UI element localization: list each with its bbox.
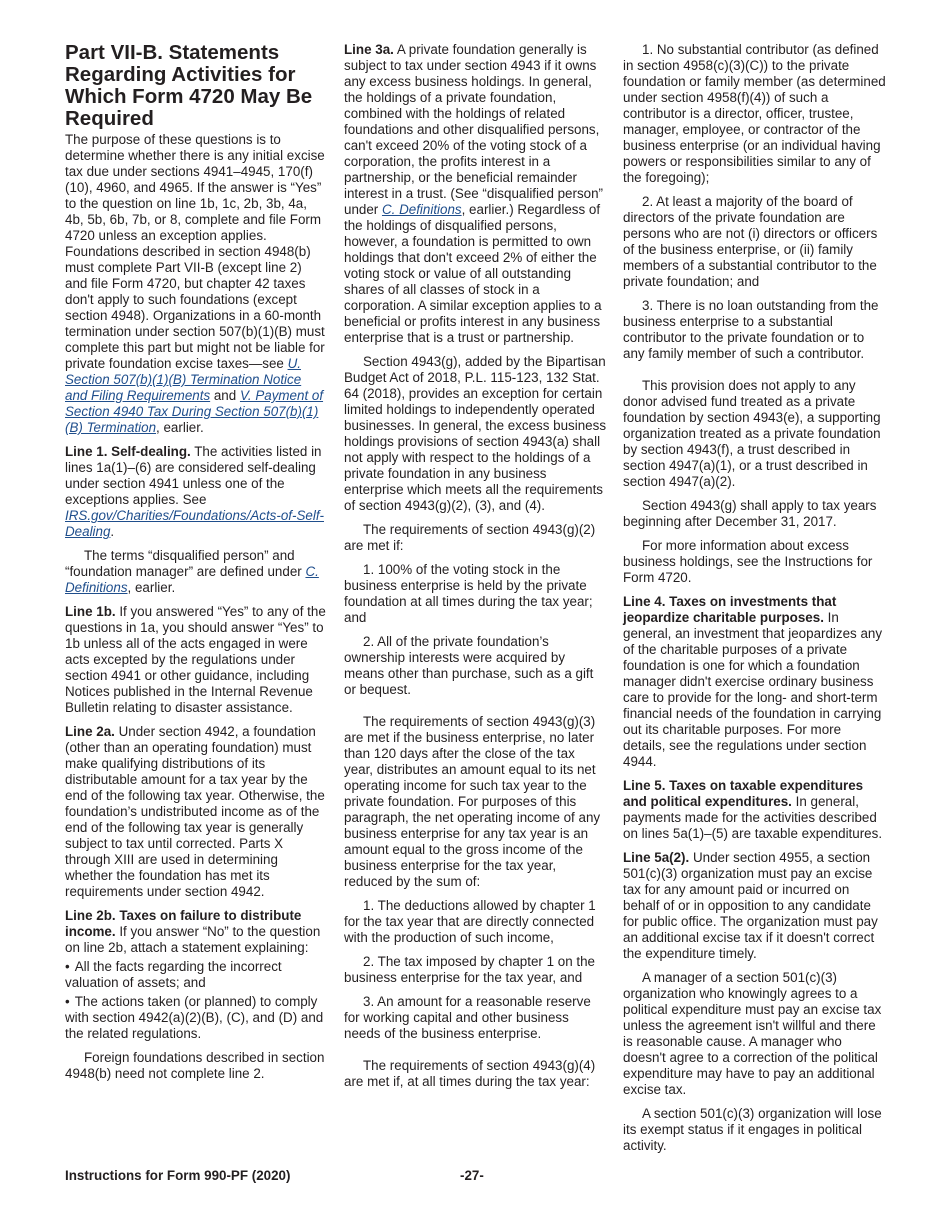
req2-paragraph: The requirements of section 4943(g)(2) are met if: — [344, 522, 596, 553]
req2-item-2: 2. All of the private foundation’s ownership interests were acquired by means other than purchase, such as a gift or bequest. — [344, 634, 594, 697]
line4-label: Line 4. Taxes on investments that jeopardize charitable purposes. — [623, 594, 837, 625]
req3-paragraph: The requirements of section 4943(g)(3) are met if the business enterprise, no later than 120 days after the close of the tax year, distributes an amount equal to its net operating income for such tax year to the private foundation. For purposes of this paragraph, the net operating income of any business enterprise for any tax year is an amount equal to the gross income of the business enterprise for the tax year, reduced by the sum of: — [344, 714, 601, 889]
line3a-paragraph: Line 3a. A private foundation generally is subject to tax under section 4943 if it owns any excess business holdings. In general, the holdings of a private foundation, combined with the holdings of related foundations and other disqualified persons, can't exceed 20% of the voting stock of a corporation, the profits interest in a partnership, or the beneficial remainder interest in a trust. (See “disqualified person” under C. Definitions, earlier.) Regardless of the holdings of disqualified persons, however, a foundation is permitted to own holdings that don't exceed 2% of either the voting stock or value of all outstanding shares of all classes of stock in a corporation. A similar exception applies to a beneficial or profits interest in any business enterprise that is a trust or partnership. — [344, 42, 604, 345]
line2b-paragraph: Line 2b. Taxes on failure to distribute income. If you answer “No” to the question on line 2b, attach a statement explaining: — [65, 908, 321, 955]
page-number: -27- — [460, 1168, 484, 1183]
column-3 — [623, 42, 887, 1162]
line5a2-paragraph: Line 5a(2). Under section 4955, a section 501(c)(3) organization must pay an excise tax for any amount paid or incurred on behalf of or in opposition to any candidate for public office. The organization must pay an additional excise tax if it doesn't correct the expenditure timely. — [623, 850, 878, 961]
terms-paragraph: The terms “disqualified person” and “foundation manager” are defined under C. Definitions, earlier. — [65, 548, 319, 595]
bullet-item: • All the facts regarding the incorrect valuation of assets; and — [65, 959, 327, 991]
line5a2-label: Line 5a(2). — [623, 850, 690, 865]
line1-label: Line 1. Self-dealing. — [65, 444, 191, 459]
req4-item-3: 3. There is no loan outstanding from the business enterprise to a substantial contributor to the private foundation or to any family member of such a contributor. — [623, 298, 879, 361]
line5-paragraph: Line 5. Taxes on taxable expenditures and political expenditures. In general, payments made for the activities described on lines 5a(1)–(5) are taxable expenditures. — [623, 778, 883, 841]
line2b-label: Line 2b. Taxes on failure to distribute income. — [65, 908, 302, 939]
req3-item-1: 1. The deductions allowed by chapter 1 for the tax year that are directly connected with the production of such income, — [344, 898, 596, 945]
line1b-label: Line 1b. — [65, 604, 116, 619]
line2a-label: Line 2a. — [65, 724, 115, 739]
line5-label: Line 5. Taxes on taxable expenditures and political expenditures. — [623, 778, 864, 809]
line1b-paragraph: Line 1b. If you answered “Yes” to any of the questions in 1a, you should answer “Yes” to 1b unless all of the acts engaged in were acts excepted by the regulations under section 4941 or other guidance, including Notices published in the Internal Revenue Bulletin relating to disaster assistance. — [65, 604, 326, 715]
lose-status-paragraph: A section 501(c)(3) organization will lose its exempt status if it engages in political activity. — [623, 1106, 882, 1153]
bullet-item: • The actions taken (or planned) to comply with section 4942(a)(2)(B), (C), and (D) and the related regulations. — [65, 994, 327, 1042]
line3a-label: Line 3a. — [344, 42, 394, 57]
link-payment-4940-tax[interactable]: V. Payment of Section 4940 Tax During Section 507(b)(1)(B) Termination — [65, 388, 324, 435]
req4-paragraph: The requirements of section 4943(g)(4) are met if, at all times during the tax year: — [344, 1058, 596, 1089]
provision-paragraph: This provision does not apply to any donor advised fund treated as a private foundation by section 4943(e), a supporting organization treated as a private foundation by section 4943(f), a trust described in section 4947(a)(1), or a trust described in section 4947(a)(2). — [623, 378, 881, 489]
more-info-paragraph: For more information about excess business holdings, see the Instructions for Form 4720. — [623, 538, 873, 585]
intro-paragraph: The purpose of these questions is to determine whether there is any initial excise tax due under sections 4941–4945, 170(f)(10), 4960, and 4965. If the answer is “Yes” to the question on line 1b, 1c, 2b, 3b, 4a, 4b, 5b, 6b, 7b, or 8, complete and file Form 4720 unless an exception applies. Foundations described in section 4948(b) must complete Part VII-B (except line 2) and file Form 4720, but chapter 42 taxes don't apply to such foundations (except section 4948). Organizations in a 60-month termination under section 507(b)(1)(B) must complete this part but might not be liable for private foundation excise taxes—see U. Section 507(b)(1)(B) Termination Notice and Filing Requirements and V. Payment of Section 4940 Tax During Section 507(b)(1)(B) Termination, earlier. — [65, 132, 325, 435]
req4-item-1: 1. No substantial contributor (as defined in section 4958(c)(3)(C)) to the private foundation or family member (as determined under section 4958(f)(4)) of such a contributor is a director, officer, trustee, manager, employee, or contractor of the business enterprise (or an individual having powers or responsibilities similar to any of the foregoing); — [623, 42, 886, 185]
foreign-paragraph: Foreign foundations described in section 4948(b) need not complete line 2. — [65, 1050, 325, 1081]
line1-paragraph: Line 1. Self-dealing. The activities listed in lines 1a(1)–(6) are considered self-dealing under section 4941 unless one of the exceptions applies. See IRS.gov/Charities/Foundations/Acts-of-Self-Dealing. — [65, 444, 324, 539]
link-507b1b-termination[interactable]: U. Section 507(b)(1)(B) Termination Notice and Filing Requirements — [65, 356, 302, 403]
req2-item-1: 1. 100% of the voting stock in the business enterprise is held by the private foundation at all times during the tax year; and — [344, 562, 593, 625]
link-definitions[interactable]: C. Definitions — [65, 564, 319, 595]
sec4943g-paragraph: Section 4943(g), added by the Bipartisan Budget Act of 2018, P.L. 115-123, 132 Stat. 64 (2018), provides an exception for certain limited holdings to independently operated businesses. In general, the excess business holdings provisions of section 4943(a) shall not apply with respect to the holdings of a private foundation in any business enterprise which meets all the requirements of section 4943(g)(2), (3), and (4). — [344, 354, 607, 513]
footer-form-title: Instructions for Form 990-PF (2020) — [65, 1168, 291, 1183]
applies-paragraph: Section 4943(g) shall apply to tax years beginning after December 31, 2017. — [623, 498, 877, 529]
link-acts-of-self-dealing[interactable]: IRS.gov/Charities/Foundations/Acts-of-Self-Dealing — [65, 508, 324, 539]
column-1 — [65, 42, 327, 1090]
link-definitions[interactable]: C. Definitions — [381, 202, 462, 217]
manager-paragraph: A manager of a section 501(c)(3) organization who knowingly agrees to a political expenditure must pay an excise tax unless the agreement isn't willful and there is reasonable cause. A manager who doesn't agree to a correction of the political expenditure may have to pay an additional excise tax. — [623, 970, 882, 1097]
req3-item-2: 2. The tax imposed by chapter 1 on the business enterprise for the tax year, and — [344, 954, 596, 985]
line2a-paragraph: Line 2a. Under section 4942, a foundation (other than an operating foundation) must make qualifying distributions of its distributable amount for a tax year by the end of the following tax year. Otherwise, the foundation’s undistributed income as of the end of the following tax year is generally subject to tax until corrected. Parts X through XIII are used in determining whether the foundation has met its requirements under section 4942. — [65, 724, 325, 899]
section-heading: Part VII-B. Statements Regarding Activities for Which Form 4720 May Be Required — [65, 41, 313, 130]
column-2 — [344, 42, 606, 1098]
line4-paragraph: Line 4. Taxes on investments that jeopardize charitable purposes. In general, an investment that jeopardizes any of the charitable purposes of a private foundation is one for which a foundation manager didn't exercise ordinary business care to provide for the long- and short-term financial needs of the foundation in carrying out its charitable purposes. For more details, see the regulations under section 4944. — [623, 594, 883, 769]
req4-item-2: 2. At least a majority of the board of directors of the private foundation are persons who are not (i) directors or officers of the business enterprise, or (ii) family members of a substantial contributor to the private foundation; and — [623, 194, 878, 289]
req3-item-3: 3. An amount for a reasonable reserve for working capital and other business needs of the business enterprise. — [344, 994, 591, 1041]
